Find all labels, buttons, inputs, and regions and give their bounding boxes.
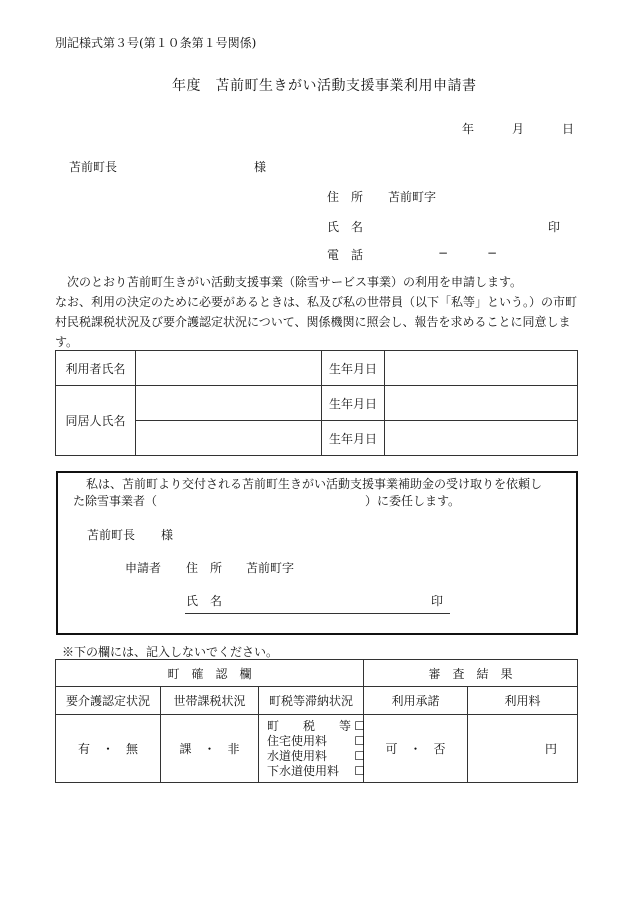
office-use-table (55, 659, 578, 783)
tax-arrears-list (265, 718, 365, 779)
water-fee-checkbox[interactable]: ☐ (354, 748, 365, 763)
col-approval: 利用承諾 (364, 687, 468, 715)
phone-label: 電 話 (327, 248, 364, 262)
name-label: 氏 名 (327, 220, 364, 234)
delegation-honorific: 様 (161, 528, 174, 542)
usage-fee-unit: 円 (468, 715, 578, 783)
cohabitant-name-field-1[interactable] (136, 386, 322, 421)
household-tax-options: 課 ・ 非 (161, 715, 259, 783)
sewer-fee-checkbox[interactable]: ☐ (354, 763, 365, 778)
tax-arrears-cell (259, 715, 364, 783)
review-result-header: 審 査 結 果 (364, 660, 578, 687)
town-tax-checkbox[interactable]: ☐ (354, 718, 365, 733)
col-usage-fee: 利用料 (468, 687, 578, 715)
date-day-label: 日 (562, 122, 575, 136)
date-month-label: 月 (512, 122, 525, 136)
cohabitant-name-field-2[interactable] (136, 421, 322, 456)
approval-options: 可 ・ 否 (364, 715, 468, 783)
address-value: 苫前町字 (388, 190, 437, 204)
statement-paragraph-2: なお、利用の決定のために必要があるときは、私及び私の世帯員（以下「私等」という。）の市町村民税課税状況及び要介護認定状況について、関係機関に照会し、報告を求めることに同意します。 (55, 295, 578, 349)
cohabitant-birthdate-label-1: 生年月日 (322, 386, 385, 421)
delegation-name-underline (185, 613, 450, 614)
care-status-options: 有 ・ 無 (56, 715, 161, 783)
arrears-item-housing-fee: 住宅使用料 ☐ (267, 733, 365, 748)
date-year-label: 年 (462, 122, 475, 136)
user-name-label: 利用者氏名 (56, 351, 136, 386)
form-title: 年度 苫前町生きがい活動支援事業利用申請書 (172, 78, 477, 94)
arrears-item-water-fee: 水道使用料 ☐ (267, 748, 365, 763)
statement-paragraph-1: 次のとおり苫前町生きがい活動支援事業（除雪サービス事業）の利用を申請します。 (67, 275, 523, 289)
seal-mark: 印 (548, 220, 561, 234)
delegation-text-line2-start: た除雪事業者（ (73, 494, 158, 508)
delegation-text-line2-end: ）に委任します。 (365, 494, 461, 508)
delegation-applicant-label: 申請者 (125, 561, 162, 575)
phone-dash-1: − (438, 246, 449, 260)
cohabitant-birthdate-label-2: 生年月日 (322, 421, 385, 456)
user-birthdate-label: 生年月日 (322, 351, 385, 386)
addressee-name: 苫前町長 (69, 160, 118, 174)
user-birthdate-field[interactable] (385, 351, 578, 386)
delegation-address-value: 苫前町字 (246, 561, 295, 575)
delegation-seal-mark: 印 (431, 594, 444, 608)
address-label: 住 所 (327, 190, 364, 204)
col-tax-arrears: 町税等滞納状況 (259, 687, 364, 715)
arrears-item-sewer-fee: 下水道使用料 ☐ (267, 763, 365, 778)
addressee-honorific: 様 (254, 160, 267, 174)
office-use-note: ※下の欄には、記入しないでください。 (62, 645, 279, 659)
delegation-address-label: 住 所 (186, 561, 223, 575)
cohabitant-birthdate-field-1[interactable] (385, 386, 578, 421)
col-care-status: 要介護認定状況 (56, 687, 161, 715)
cohabitant-name-label: 同居人氏名 (56, 386, 136, 456)
cohabitant-birthdate-field-2[interactable] (385, 421, 578, 456)
application-statement (55, 272, 580, 352)
form-number: 別記様式第３号(第１０条第１号関係) (55, 36, 257, 50)
housing-fee-checkbox[interactable]: ☐ (354, 733, 365, 748)
delegation-addressee: 苫前町長 (87, 528, 136, 542)
user-name-field[interactable] (136, 351, 322, 386)
phone-dash-2: − (487, 246, 498, 260)
town-confirm-header: 町 確 認 欄 (56, 660, 364, 687)
user-info-table (55, 350, 578, 456)
arrears-item-town-tax: 町 税 等 ☐ (267, 718, 365, 733)
col-household-tax: 世帯課税状況 (161, 687, 259, 715)
delegation-name-label: 氏 名 (186, 594, 223, 608)
delegation-text-line1: 私は、苫前町より交付される苫前町生きがい活動支援事業補助金の受け取りを依頼し (86, 477, 543, 491)
